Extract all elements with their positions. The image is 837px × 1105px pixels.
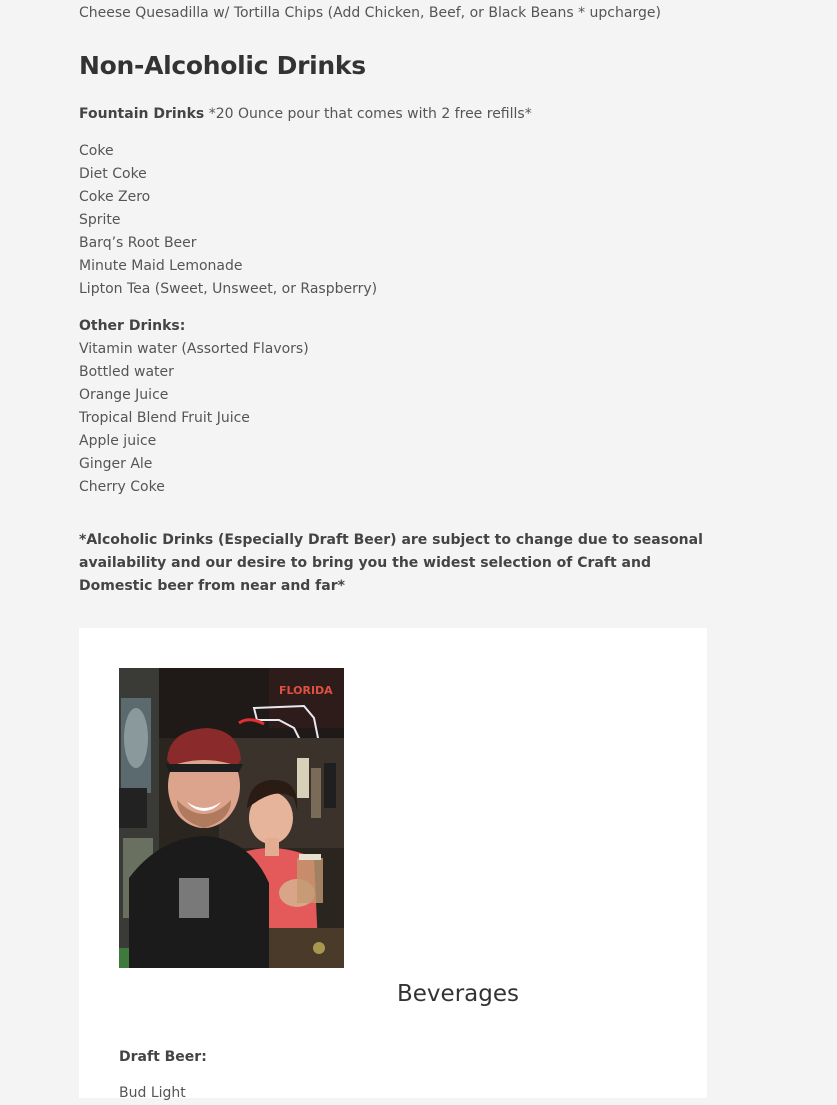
bartenders-photo-illustration (119, 668, 344, 968)
list-item: Minute Maid Lemonade (79, 258, 243, 274)
list-item: Cherry Coke (79, 479, 165, 495)
list-item: Bottled water (79, 364, 174, 380)
list-item: Orange Juice (79, 387, 169, 403)
list-item: Coke (79, 143, 114, 159)
list-item: Diet Coke (79, 166, 147, 182)
alcohol-availability-notice: *Alcoholic Drinks (Especially Draft Beer) are subject to change due to seasonal availability and our desire to bring you the widest selection of Craft and Domestic beer from near and far* (79, 532, 703, 594)
beverages-title: Beverages (397, 981, 519, 1007)
list-item: Coke Zero (79, 189, 151, 205)
florida-sign-text: FLORIDA (279, 684, 333, 697)
other-drinks-list (79, 338, 309, 499)
draft-beer-first-item: Bud Light (119, 1085, 186, 1101)
list-item: Ginger Ale (79, 456, 153, 472)
previous-menu-item: Cheese Quesadilla w/ Tortilla Chips (Add Chicken, Beef, or Black Beans * upcharge) (79, 5, 661, 21)
list-item: Vitamin water (Assorted Flavors) (79, 341, 309, 357)
other-drinks-label: Other Drinks: (79, 318, 186, 334)
beverages-card (79, 628, 707, 1101)
list-item: Barq’s Root Beer (79, 235, 197, 251)
fountain-drinks-header (79, 103, 532, 126)
list-item: Tropical Blend Fruit Juice (79, 410, 250, 426)
list-item: Sprite (79, 212, 121, 228)
section-title: Non-Alcoholic Drinks (79, 51, 366, 80)
list-item: Lipton Tea (Sweet, Unsweet, or Raspberry) (79, 281, 378, 297)
draft-beer-label: Draft Beer: (119, 1049, 207, 1065)
list-item: Apple juice (79, 433, 157, 449)
fountain-drinks-note: *20 Ounce pour that comes with 2 free refills* (204, 106, 532, 122)
bartenders-photo (119, 668, 344, 968)
fountain-drinks-label: Fountain Drinks (79, 106, 205, 122)
fountain-drinks-list (79, 140, 377, 301)
